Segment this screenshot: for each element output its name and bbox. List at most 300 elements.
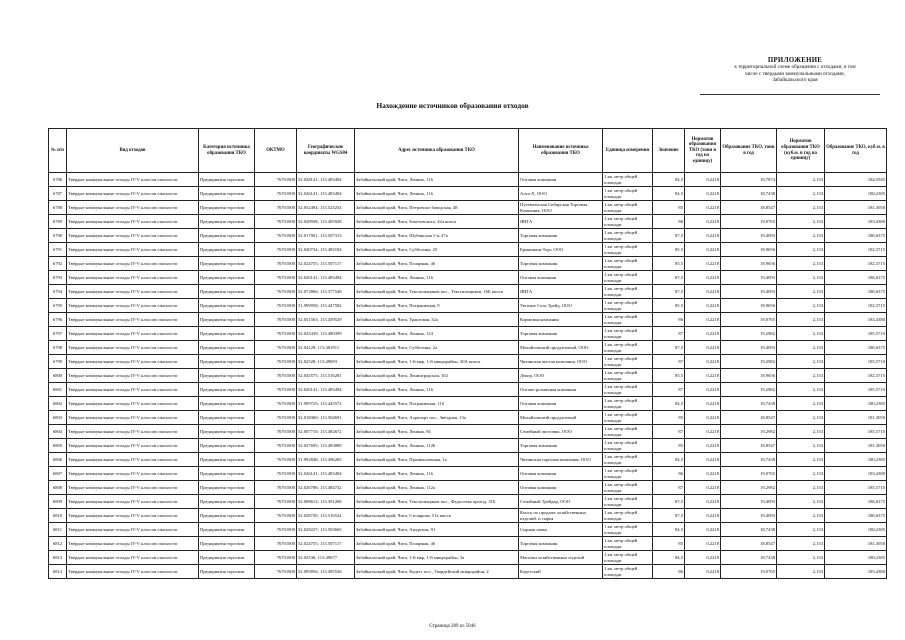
cell-value: 87,5 [653, 509, 685, 523]
appendix-underline [700, 94, 880, 95]
cell-address: Забайкальский край, Чита, 1-й мкр, 1-й микрорайон, 3а [355, 551, 519, 565]
cell-norm-tons: 0,2218 [685, 229, 721, 243]
cell-waste-type: Твёрдые коммунальные отходы IV-V классов опасности [67, 453, 199, 467]
cell-tko-tons: 18,9656 [721, 257, 777, 271]
cell-source-name: Магазин хозяйственных изделий [519, 551, 603, 565]
cell-tko-m3: 181,3050 [825, 201, 887, 215]
cell-category: Предприятия торговли [199, 257, 255, 271]
cell-waste-type: Твёрдые коммунальные отходы IV-V классов опасности [67, 495, 199, 509]
table-row [49, 313, 887, 327]
cell-source-name: Декор, ООО [519, 369, 603, 383]
cell-tko-m3: 186,6375 [825, 285, 887, 299]
cell-tko-tons: 19,0765 [721, 565, 777, 579]
cell-coordinates: 52.008612; 113.391268 [297, 495, 355, 509]
cell-tko-tons: 19,2982 [721, 481, 777, 495]
table-row [49, 495, 887, 509]
cell-waste-type: Твёрдые коммунальные отходы IV-V классов опасности [67, 523, 199, 537]
cell-norm-m3: 2,133 [777, 187, 825, 201]
cell-coordinates: 52.027695; 113.483889 [297, 439, 355, 453]
cell-tko-m3: 180,2385 [825, 187, 887, 201]
cell-number: 6803 [49, 411, 67, 425]
cell-norm-m3: 2,133 [777, 257, 825, 271]
col-header-unit: Единица измерения [603, 129, 653, 173]
table-header-row [49, 129, 887, 173]
cell-coordinates: 52.025439; 113.480399 [297, 327, 355, 341]
table-row [49, 341, 887, 355]
cell-coordinates: 52.018360; 113.504691 [297, 411, 355, 425]
cell-norm-tons: 0,2218 [685, 453, 721, 467]
cell-tko-m3: 185,5710 [825, 355, 887, 369]
cell-coordinates: 52.052494; 113.523254 [297, 201, 355, 215]
cell-source-name: Ермишкин-Торг, ООО [519, 243, 603, 257]
cell-address: Забайкальский край, Чита, Аэропорт пос., Звёздная, 13а [355, 411, 519, 425]
cell-unit: 1 кв. метр общей площади [603, 341, 653, 355]
cell-oktmo: 76701000 [255, 313, 297, 327]
cell-unit: 1 кв. метр общей площади [603, 327, 653, 341]
cell-unit: 1 кв. метр общей площади [603, 481, 653, 495]
cell-coordinates: 52.026141; 113.483494 [297, 271, 355, 285]
cell-number: 6796 [49, 313, 67, 327]
cell-tko-m3: 180,2385 [825, 523, 887, 537]
cell-value: 87 [653, 383, 685, 397]
cell-norm-tons: 0,2218 [685, 383, 721, 397]
table-row [49, 467, 887, 481]
cell-source-name: Михайловский продуктовый [519, 411, 603, 425]
cell-waste-type: Твёрдые коммунальные отходы IV-V классов опасности [67, 285, 199, 299]
cell-address: Забайкальский край, Чита, Пограничная, 9 [355, 299, 519, 313]
cell-tko-tons: 19,4093 [721, 271, 777, 285]
cell-tko-tons: 19,2982 [721, 327, 777, 341]
cell-coordinates: 52.04129; 113.481911 [297, 341, 355, 355]
cell-norm-tons: 0,2218 [685, 271, 721, 285]
cell-value: 85 [653, 439, 685, 453]
cell-value: 85 [653, 201, 685, 215]
cell-norm-m3: 2,133 [777, 411, 825, 425]
cell-category: Предприятия торговли [199, 523, 255, 537]
col-header-num: № п/п [49, 129, 67, 173]
cell-oktmo: 76701000 [255, 495, 297, 509]
cell-address: Забайкальский край, Чита, Полярная, 46 [355, 537, 519, 551]
cell-tko-m3: 186,6375 [825, 495, 887, 509]
cell-source-name: Путевольская Сибирская Торговая Компания, ООО [519, 201, 603, 215]
cell-tko-m3: 180,2385 [825, 397, 887, 411]
cell-norm-m3: 2,133 [777, 327, 825, 341]
cell-norm-m3: 2,133 [777, 201, 825, 215]
cell-value: 87 [653, 481, 685, 495]
cell-address: Забайкальский край, Чита, Ленина, 123 [355, 327, 519, 341]
cell-tko-m3: 185,5710 [825, 481, 887, 495]
cell-norm-tons: 0,2218 [685, 285, 721, 299]
cell-tko-tons: 19,4093 [721, 509, 777, 523]
cell-norm-m3: 2,133 [777, 229, 825, 243]
cell-oktmo: 76701000 [255, 481, 297, 495]
cell-number: 6806 [49, 453, 67, 467]
cell-norm-m3: 2,133 [777, 243, 825, 257]
cell-value: 84,5 [653, 523, 685, 537]
table-row [49, 369, 887, 383]
cell-unit: 1 кв. метр общей площади [603, 439, 653, 453]
cell-oktmo: 76701000 [255, 397, 297, 411]
cell-norm-tons: 0,2218 [685, 551, 721, 565]
cell-waste-type: Твёрдые коммунальные отходы IV-V классов опасности [67, 327, 199, 341]
table-row [49, 243, 887, 257]
cell-coordinates: 52.026141; 113.483494 [297, 467, 355, 481]
cell-tko-m3: 183,4380 [825, 565, 887, 579]
cell-category: Предприятия торговли [199, 467, 255, 481]
cell-tko-tons: 19,2982 [721, 383, 777, 397]
table-row [49, 327, 887, 341]
cell-norm-tons: 0,2218 [685, 187, 721, 201]
col-header-value: Значение [653, 129, 685, 173]
cell-norm-tons: 0,2218 [685, 355, 721, 369]
cell-number: 6790 [49, 229, 67, 243]
cell-number: 6813 [49, 551, 67, 565]
cell-tko-m3: 183,4380 [825, 313, 887, 327]
cell-source-name: ЯНТА [519, 215, 603, 229]
cell-unit: 1 кв. метр общей площади [603, 355, 653, 369]
cell-waste-type: Твёрдые коммунальные отходы IV-V классов опасности [67, 215, 199, 229]
cell-coordinates: 52.072866; 113.377548 [297, 285, 355, 299]
cell-tko-m3: 183,4380 [825, 215, 887, 229]
cell-tko-m3: 186,6375 [825, 271, 887, 285]
cell-tko-tons: 19,4093 [721, 285, 777, 299]
cell-category: Предприятия торговли [199, 411, 255, 425]
cell-norm-tons: 0,2218 [685, 397, 721, 411]
cell-number: 6812 [49, 537, 67, 551]
cell-category: Предприятия торговли [199, 453, 255, 467]
cell-coordinates: 52.026141; 113.483494 [297, 187, 355, 201]
cell-category: Предприятия торговли [199, 369, 255, 383]
cell-tko-m3: 180,2385 [825, 453, 887, 467]
cell-unit: 1 кв. метр общей площади [603, 201, 653, 215]
cell-norm-m3: 2,133 [777, 313, 825, 327]
cell-value: 85 [653, 537, 685, 551]
cell-unit: 1 кв. метр общей площади [603, 565, 653, 579]
cell-tko-tons: 19,4093 [721, 341, 777, 355]
cell-address: Забайкальский край, Чита, Ленинградская, 102 [355, 369, 519, 383]
cell-waste-type: Твёрдые коммунальные отходы IV-V классов опасности [67, 509, 199, 523]
cell-oktmo: 76701000 [255, 229, 297, 243]
cell-number: 6807 [49, 467, 67, 481]
cell-unit: 1 кв. метр общей площади [603, 411, 653, 425]
cell-coordinates: 52.007710; 113.482672 [297, 425, 355, 439]
cell-category: Предприятия торговли [199, 271, 255, 285]
cell-coordinates: 52.028938; 113.495928 [297, 215, 355, 229]
cell-tko-m3: 185,5710 [825, 425, 887, 439]
table-body [49, 173, 887, 579]
cell-category: Предприятия торговли [199, 565, 255, 579]
cell-category: Предприятия торговли [199, 229, 255, 243]
cell-norm-tons: 0,2218 [685, 201, 721, 215]
cell-oktmo: 76701000 [255, 369, 297, 383]
cell-oktmo: 76701000 [255, 243, 297, 257]
cell-category: Предприятия торговли [199, 173, 255, 187]
cell-norm-m3: 2,133 [777, 509, 825, 523]
cell-oktmo: 76701000 [255, 523, 297, 537]
cell-unit: 1 кв. метр общей площади [603, 187, 653, 201]
cell-waste-type: Твёрдые коммунальные отходы IV-V классов опасности [67, 537, 199, 551]
table-row [49, 355, 887, 369]
cell-norm-m3: 2,133 [777, 341, 825, 355]
cell-category: Предприятия торговли [199, 201, 255, 215]
cell-unit: 1 кв. метр общей площади [603, 299, 653, 313]
cell-coordinates: 52.024755; 113.507117 [297, 537, 355, 551]
cell-number: 6799 [49, 355, 67, 369]
cell-category: Предприятия торговли [199, 341, 255, 355]
cell-tko-tons: 19,2982 [721, 425, 777, 439]
cell-source-name: Оптовая компания [519, 467, 603, 481]
cell-category: Предприятия торговли [199, 439, 255, 453]
cell-norm-tons: 0,2218 [685, 411, 721, 425]
cell-oktmo: 76701000 [255, 467, 297, 481]
cell-oktmo: 76701000 [255, 509, 297, 523]
cell-coordinates: 52.024755; 113.507117 [297, 257, 355, 271]
cell-unit: 1 кв. метр общей площади [603, 173, 653, 187]
cell-value: 84,5 [653, 173, 685, 187]
cell-address: Забайкальский край, Чита, Трактовая, 32а [355, 313, 519, 327]
table-row [49, 383, 887, 397]
cell-oktmo: 76701000 [255, 215, 297, 229]
cell-oktmo: 76701000 [255, 187, 297, 201]
cell-coordinates: 52.02528; 113.49693 [297, 355, 355, 369]
cell-unit: 1 кв. метр общей площади [603, 523, 653, 537]
cell-source-name: Торговая компания [519, 229, 603, 243]
cell-oktmo: 76701000 [255, 355, 297, 369]
cell-coordinates: 52.026141; 113.483494 [297, 383, 355, 397]
table-row [49, 215, 887, 229]
cell-number: 6786 [49, 173, 67, 187]
cell-number: 6800 [49, 369, 67, 383]
cell-waste-type: Твёрдые коммунальные отходы IV-V классов опасности [67, 201, 199, 215]
col-header-norm-tons: Норматив образования ТКО (тонн в год на единицу) [685, 129, 721, 173]
cell-norm-m3: 2,133 [777, 271, 825, 285]
cell-coordinates: 52.028141; 113.483494 [297, 173, 355, 187]
cell-tko-m3: 182,3715 [825, 369, 887, 383]
col-header-tko-tons: Образование ТКО, тонн в год [721, 129, 777, 173]
cell-norm-tons: 0,2218 [685, 369, 721, 383]
cell-waste-type: Твёрдые коммунальные отходы IV-V классов опасности [67, 243, 199, 257]
cell-oktmo: 76701000 [255, 537, 297, 551]
cell-oktmo: 76701000 [255, 271, 297, 285]
cell-tko-tons: 18,7438 [721, 453, 777, 467]
cell-tko-m3: 181,3050 [825, 537, 887, 551]
cell-tko-tons: 19,0765 [721, 215, 777, 229]
col-header-norm-m3: Норматив образования ТКО (куб.м. в год на единицу) [777, 129, 825, 173]
cell-tko-m3: 185,5710 [825, 383, 887, 397]
cell-value: 87,5 [653, 285, 685, 299]
cell-tko-m3: 182,3715 [825, 243, 887, 257]
cell-tko-m3: 182,3715 [825, 257, 887, 271]
cell-number: 6794 [49, 285, 67, 299]
cell-unit: 1 кв. метр общей площади [603, 271, 653, 285]
cell-source-name: Оптово-розничная компания [519, 383, 603, 397]
cell-value: 85,5 [653, 369, 685, 383]
cell-norm-m3: 2,133 [777, 173, 825, 187]
cell-norm-m3: 2,133 [777, 383, 825, 397]
cell-category: Предприятия торговли [199, 215, 255, 229]
cell-tko-m3: 181,3050 [825, 411, 887, 425]
cell-source-name: ЯНТА [519, 285, 603, 299]
document-title: Нахождение источников образования отходов [376, 101, 529, 110]
cell-category: Предприятия торговли [199, 187, 255, 201]
cell-source-name: Оптовая компания [519, 481, 603, 495]
cell-unit: 1 кв. метр общей площади [603, 453, 653, 467]
cell-waste-type: Твёрдые коммунальные отходы IV-V классов опасности [67, 397, 199, 411]
cell-norm-m3: 2,133 [777, 481, 825, 495]
cell-source-name: Торговая компания [519, 439, 603, 453]
cell-address: Забайкальский край, Чита, Ленина, 112а [355, 481, 519, 495]
cell-coordinates: 52.095856; 113.495526 [297, 565, 355, 579]
cell-coordinates: 51.999958; 113.447582 [297, 299, 355, 313]
cell-norm-tons: 0,2218 [685, 523, 721, 537]
cell-source-name: Кормовая компания [519, 313, 603, 327]
cell-oktmo: 76701000 [255, 411, 297, 425]
cell-oktmo: 76701000 [255, 285, 297, 299]
table-row [49, 565, 887, 579]
cell-source-name: Сырная лавка [519, 523, 603, 537]
cell-coordinates: 52.017001; 113.507313 [297, 229, 355, 243]
appendix-line-2: числе с твердыми коммунальными отходами, [744, 70, 845, 77]
table-row [49, 397, 887, 411]
cell-norm-m3: 2,133 [777, 537, 825, 551]
cell-coordinates: 52.051563; 113.459529 [297, 313, 355, 327]
cell-tko-m3: 184,5945 [825, 173, 887, 187]
cell-address: Забайкальский край, Чита, Амурская, 91 [355, 523, 519, 537]
cell-norm-m3: 2,133 [777, 565, 825, 579]
table-row [49, 453, 887, 467]
cell-tko-tons: 19,0765 [721, 467, 777, 481]
col-header-source-name: Наименование источника образования ТКО [519, 129, 603, 173]
cell-norm-m3: 2,133 [777, 439, 825, 453]
cell-address: Забайкальский край, Чита, Текстильщиков пос., Федосеева проезд, 31Б [355, 495, 519, 509]
cell-unit: 1 кв. метр общей площади [603, 509, 653, 523]
cell-oktmo: 76701000 [255, 173, 297, 187]
cell-tko-m3: 186,6375 [825, 509, 887, 523]
cell-value: 86 [653, 467, 685, 481]
cell-value: 84,5 [653, 187, 685, 201]
cell-norm-m3: 2,133 [777, 453, 825, 467]
cell-number: 6793 [49, 271, 67, 285]
cell-value: 85,5 [653, 299, 685, 313]
cell-tko-tons: 18,7874 [721, 173, 777, 187]
cell-value: 86 [653, 215, 685, 229]
cell-number: 6802 [49, 397, 67, 411]
cell-waste-type: Твёрдые коммунальные отходы IV-V классов опасности [67, 313, 199, 327]
cell-tko-tons: 19,2982 [721, 355, 777, 369]
cell-oktmo: 76701000 [255, 257, 297, 271]
cell-tko-tons: 19,0765 [721, 313, 777, 327]
cell-address: Забайкальский край, Чита, Текстильщиков пос., Текстильщиков, 16Б киоск [355, 285, 519, 299]
cell-tko-tons: 18,8547 [721, 439, 777, 453]
cell-source-name: Оптовая компания [519, 173, 603, 187]
cell-source-name: Кадетский [519, 565, 603, 579]
cell-oktmo: 76701000 [255, 425, 297, 439]
cell-tko-tons: 18,8547 [721, 201, 777, 215]
cell-source-name: Торговая компания [519, 257, 603, 271]
cell-address: Забайкальский край, Чита, Ленина, 112Б [355, 439, 519, 453]
cell-category: Предприятия торговли [199, 383, 255, 397]
cell-value: 86 [653, 313, 685, 327]
cell-source-name: Уютные Соль Трейд, ООО [519, 299, 603, 313]
cell-norm-tons: 0,2218 [685, 173, 721, 187]
cell-address: Забайкальский край, Чита, Петровско-Заводская, 48 [355, 201, 519, 215]
col-header-oktmo: ОКТМО [255, 129, 297, 173]
cell-number: 6805 [49, 439, 67, 453]
cell-value: 87 [653, 355, 685, 369]
table-row [49, 271, 887, 285]
cell-category: Предприятия торговли [199, 397, 255, 411]
cell-number: 6795 [49, 299, 67, 313]
cell-coordinates: 51.992848; 113.496265 [297, 453, 355, 467]
cell-tko-tons: 18,8547 [721, 411, 777, 425]
cell-category: Предприятия торговли [199, 481, 255, 495]
table-row [49, 285, 887, 299]
cell-value: 84,5 [653, 453, 685, 467]
cell-source-name: Семейный Трейдер, ООО [519, 495, 603, 509]
cell-norm-tons: 0,2218 [685, 257, 721, 271]
cell-value: 85,5 [653, 257, 685, 271]
cell-waste-type: Твёрдые коммунальные отходы IV-V классов опасности [67, 439, 199, 453]
cell-number: 6810 [49, 509, 67, 523]
cell-address: Забайкальский край, Чита, 1-й мкр, 1-й микрорайон, 30А киоск [355, 355, 519, 369]
cell-address: Забайкальский край, Чита, Пограничная, 11б [355, 397, 519, 411]
cell-norm-tons: 0,2218 [685, 467, 721, 481]
cell-tko-tons: 18,7438 [721, 187, 777, 201]
cell-unit: 1 кв. метр общей площади [603, 383, 653, 397]
cell-coordinates: 52.028730; 113.516524 [297, 509, 355, 523]
table-row [49, 229, 887, 243]
cell-source-name: Оптовая компания [519, 397, 603, 411]
cell-coordinates: 51.999725; 113.445572 [297, 397, 355, 411]
cell-tko-m3: 180,2385 [825, 551, 887, 565]
cell-source-name: Торговая компания [519, 537, 603, 551]
cell-waste-type: Твёрдые коммунальные отходы IV-V классов опасности [67, 257, 199, 271]
cell-waste-type: Твёрдые коммунальные отходы IV-V классов опасности [67, 369, 199, 383]
cell-tko-m3: 181,3050 [825, 439, 887, 453]
cell-value: 85,5 [653, 243, 685, 257]
cell-address: Забайкальский край, Чита, Шубинская 1-я, 47а [355, 229, 519, 243]
cell-norm-tons: 0,2218 [685, 215, 721, 229]
cell-norm-tons: 0,2218 [685, 481, 721, 495]
cell-norm-m3: 2,133 [777, 425, 825, 439]
cell-tko-tons: 19,4093 [721, 229, 777, 243]
cell-value: 84,5 [653, 397, 685, 411]
cell-tko-m3: 183,4380 [825, 467, 887, 481]
cell-waste-type: Твёрдые коммунальные отходы IV-V классов опасности [67, 173, 199, 187]
cell-oktmo: 76701000 [255, 327, 297, 341]
cell-oktmo: 76701000 [255, 383, 297, 397]
cell-tko-m3: 182,3715 [825, 299, 887, 313]
cell-oktmo: 76701000 [255, 341, 297, 355]
cell-tko-tons: 18,7438 [721, 523, 777, 537]
cell-number: 6814 [49, 565, 67, 579]
cell-unit: 1 кв. метр общей площади [603, 313, 653, 327]
cell-category: Предприятия торговли [199, 243, 255, 257]
table-row [49, 299, 887, 313]
cell-norm-tons: 0,2218 [685, 495, 721, 509]
appendix-block [710, 58, 880, 83]
cell-norm-tons: 0,2218 [685, 439, 721, 453]
cell-tko-tons: 18,9656 [721, 299, 777, 313]
cell-source-name: Читинская чистая компания, ООО [519, 355, 603, 369]
cell-value: 87,5 [653, 271, 685, 285]
cell-number: 6797 [49, 327, 67, 341]
appendix-line-1: к территориальной схеме обращения с отходами, в том [734, 64, 856, 71]
cell-tko-tons: 19,4093 [721, 495, 777, 509]
cell-unit: 1 кв. метр общей площади [603, 495, 653, 509]
cell-norm-m3: 2,133 [777, 551, 825, 565]
cell-source-name: Читинская торговая компания, ООО [519, 453, 603, 467]
